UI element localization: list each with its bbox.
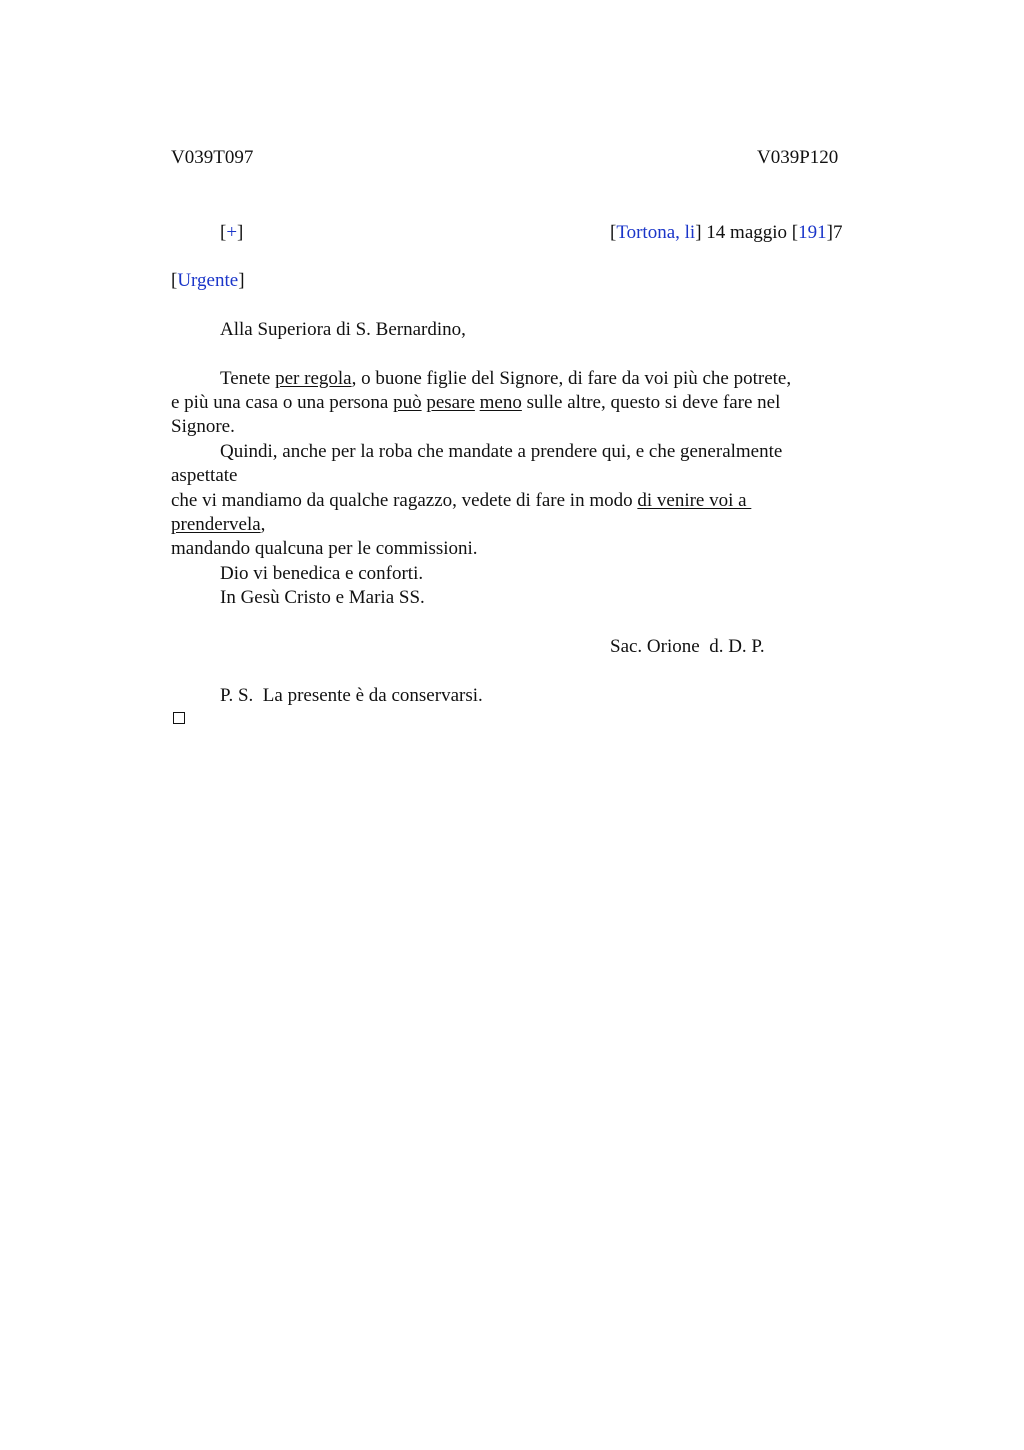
salutation: Alla Superiora di S. Bernardino, xyxy=(220,319,466,340)
underlined-text: per regola xyxy=(275,368,352,389)
place-name: Tortona, li xyxy=(616,222,696,243)
body-line xyxy=(220,367,791,391)
blessing-line: Dio vi benedica e conforti. xyxy=(220,563,424,584)
body-line xyxy=(171,489,751,513)
underlined-text: prendervela xyxy=(171,514,261,535)
body-line: Signore. xyxy=(171,416,235,437)
bracket-close: ] xyxy=(237,222,244,243)
dateline xyxy=(610,221,842,245)
year-bracket-open: [ xyxy=(791,222,799,243)
underlined-text: di venire voi a xyxy=(637,490,752,511)
urgent-note xyxy=(171,269,245,293)
cross-symbol: + xyxy=(226,222,238,243)
text-run: Tenete xyxy=(220,368,276,389)
body-line: aspettate xyxy=(171,465,238,486)
year-bracket-close: ] xyxy=(826,222,833,243)
end-square-icon xyxy=(173,712,185,724)
signature: Sac. Orione d. D. P. xyxy=(610,636,765,657)
underlined-text: pesare xyxy=(426,392,475,413)
text-run: e più una casa o una persona xyxy=(171,392,394,413)
text-run: che vi mandiamo da qualche ragazzo, vedete di fare in modo xyxy=(171,490,638,511)
year-prefix: 191 xyxy=(798,222,827,243)
body-line xyxy=(171,513,265,537)
urgent-label: Urgente xyxy=(177,270,239,291)
body-line: Quindi, anche per la roba che mandate a prendere qui, e che generalmente xyxy=(220,441,783,462)
place-bracket-open: [ xyxy=(610,222,617,243)
header-right-code: V039P120 xyxy=(757,147,839,168)
bracket-open: [ xyxy=(220,222,227,243)
underlined-text: può xyxy=(393,392,422,413)
body-line: mandando qualcuna per le commissioni. xyxy=(171,538,478,559)
text-run: , xyxy=(260,514,266,535)
urgent-bracket-close: ] xyxy=(238,270,245,291)
body-line xyxy=(171,391,780,415)
text-run: sulle altre, questo si deve fare nel xyxy=(521,392,781,413)
postscript: P. S. La presente è da conservarsi. xyxy=(220,685,483,706)
year-suffix: 7 xyxy=(832,222,843,243)
header-left-code: V039T097 xyxy=(171,147,254,168)
underlined-text: meno xyxy=(479,392,522,413)
place-bracket-close: ] xyxy=(695,222,702,243)
cross-mark xyxy=(220,221,243,245)
date-text: 14 maggio xyxy=(701,222,792,243)
urgent-bracket-open: [ xyxy=(171,270,178,291)
text-run: , o buone figlie del Signore, di fare da voi più che potrete, xyxy=(351,368,792,389)
closing-line: In Gesù Cristo e Maria SS. xyxy=(220,587,425,608)
